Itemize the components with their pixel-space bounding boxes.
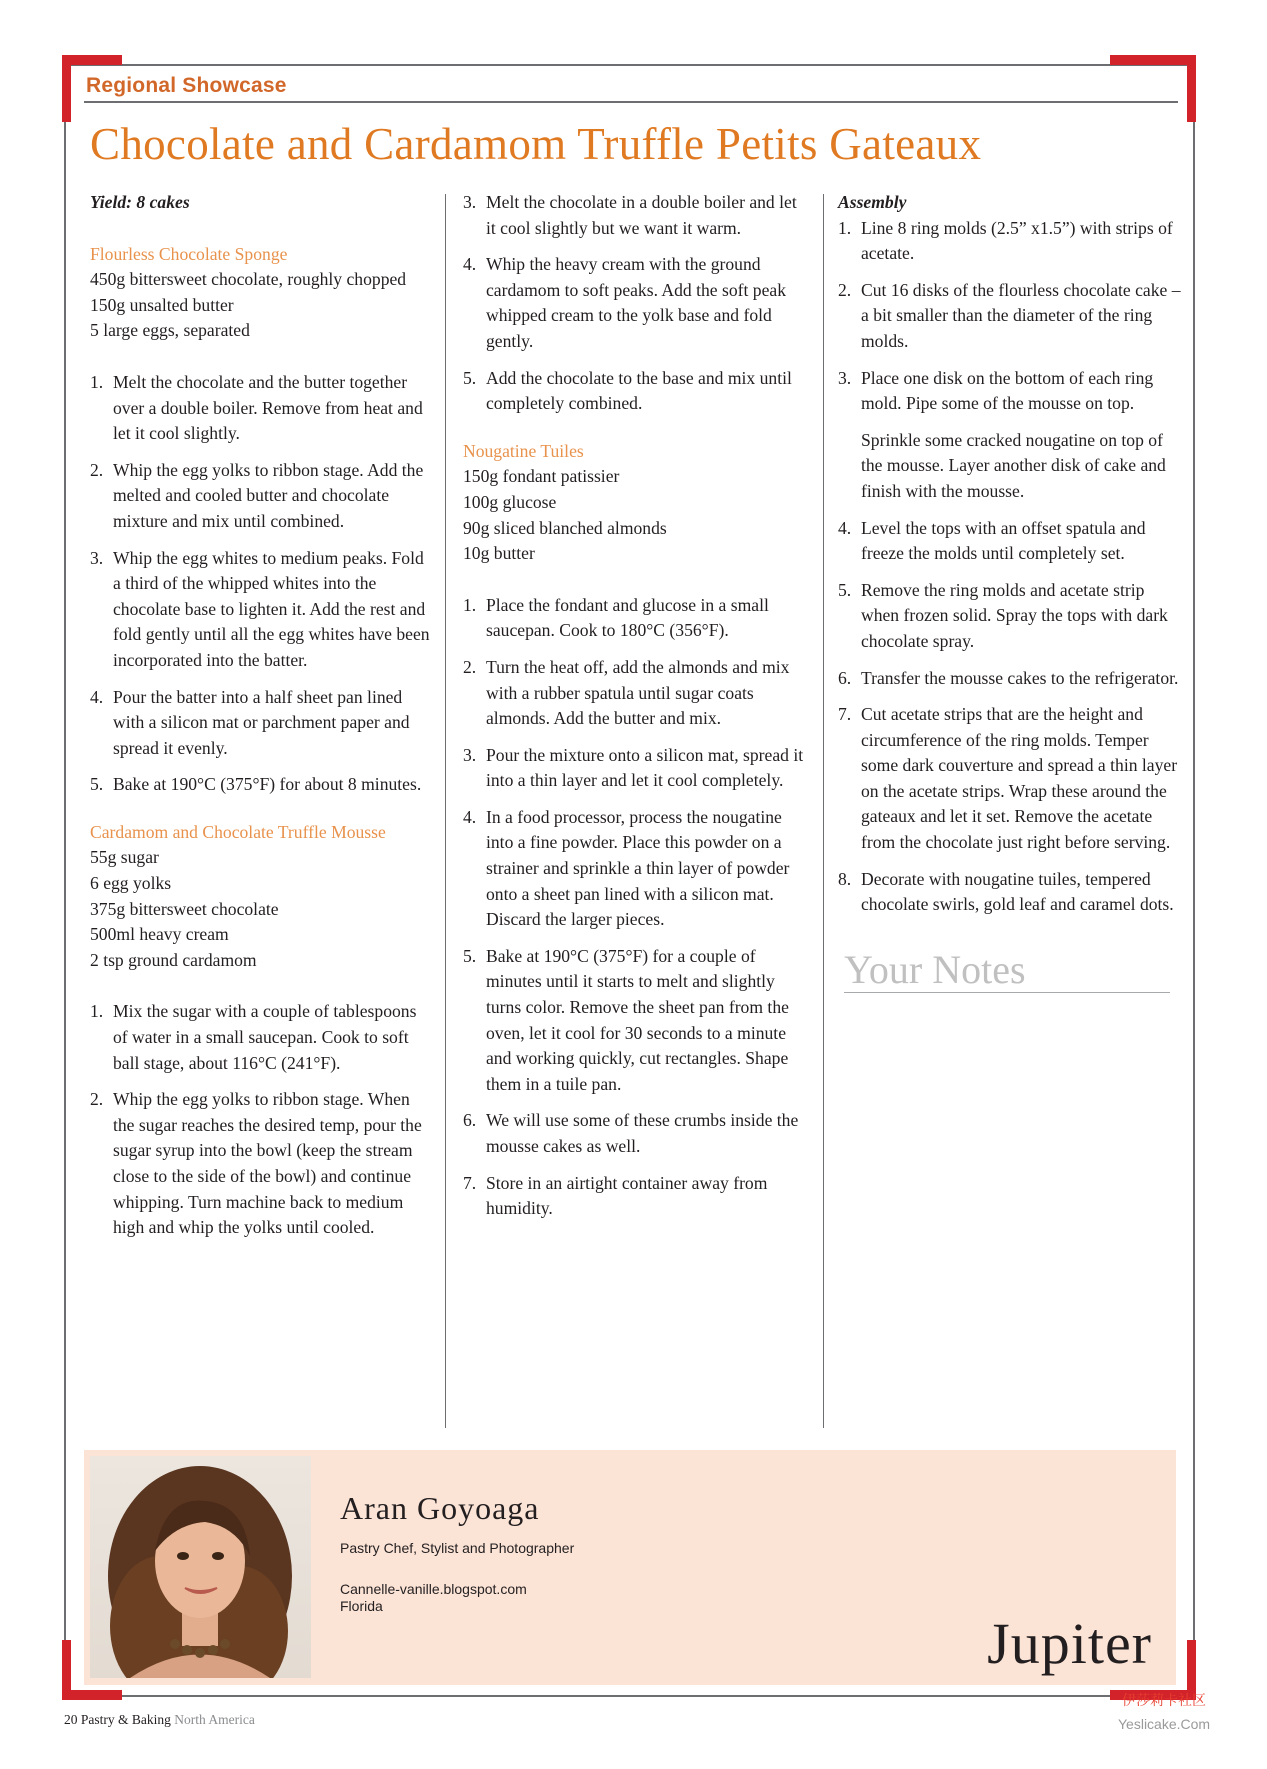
step-item: 4. Whip the heavy cream with the ground cardamom to soft peaks. Add the soft peak whipped cream to the yolk base and fold gently. — [463, 254, 786, 351]
ingredient-item: 6 egg yolks — [90, 873, 172, 894]
mousse-steps — [90, 999, 435, 1240]
yield-label: Yield: 8 cakes — [90, 192, 190, 212]
step-item: 6. Transfer the mousse cakes to the refrigerator. — [838, 667, 1179, 688]
step-text: Add the chocolate to the base and mix until completely combined. — [486, 367, 792, 414]
step-text: Cut acetate strips that are the height and circumference of the ring molds. Temper some dark couverture and spread a thin layer on the acetate strips. Wrap these around the gateaux and let it set. Remove the acetate from the chocolate just right before serving. — [861, 704, 1178, 853]
sponge-heading: Flourless Chocolate Sponge — [90, 243, 288, 264]
step-text: Melt the chocolate and the butter together over a double boiler. Remove from heat and let it cool slightly. — [113, 371, 423, 444]
step-item: 3. Pour the mixture onto a silicon mat, spread it into a thin layer and let it cool completely. — [463, 744, 804, 791]
ingredient-item: 450g bittersweet chocolate, roughly chopped — [90, 269, 407, 290]
author-role: Pastry Chef, Stylist and Photographer — [340, 1540, 575, 1556]
step-text: Cut 16 disks of the flourless chocolate cake – a bit smaller than the diameter of the ring molds. — [861, 279, 1181, 351]
assembly-steps — [838, 216, 1183, 918]
ingredient-item: 100g glucose — [463, 491, 557, 512]
ingredient-item: 5 large eggs, separated — [90, 320, 250, 341]
step-text: Turn the heat off, add the almonds and mix with a rubber spatula until sugar coats almonds. Add the butter and mix. — [486, 656, 790, 729]
column-divider-1 — [445, 194, 446, 1428]
step-text: Whip the egg yolks to ribbon stage. When the sugar reaches the desired temp, pour the sugar syrup into the bowl (keep the stream close to the side of the bowl) and continue whipping. Turn machine back to medium high and whip the yolks until cooled. — [113, 1089, 422, 1238]
ingredient-item: 150g fondant patissier — [463, 466, 620, 487]
step-item: 4. Level the tops with an offset spatula and freeze the molds until completely set. — [838, 517, 1146, 564]
page-title: Chocolate and Cardamom Truffle Petits Gateaux — [90, 119, 982, 169]
column-2 — [463, 190, 808, 1233]
sponge-ingredients — [90, 267, 435, 344]
corner-accent-top-left-h — [62, 55, 122, 65]
step-text: We will use some of these crumbs inside the mousse cakes as well. — [486, 1110, 799, 1156]
tuiles-steps — [463, 593, 808, 1222]
step-text: Decorate with nougatine tuiles, tempered chocolate swirls, gold leaf and caramel dots. — [861, 868, 1174, 915]
author-bio-box — [84, 1450, 1176, 1685]
ingredient-item: 500ml heavy cream — [90, 924, 229, 945]
step-item: 7. Cut acetate strips that are the height and circumference of the ring molds. Temper some dark couverture and spread a thin layer on the acetate strips. Wrap these around the gateaux and let it set. Remove the acetate from the chocolate just right before serving. — [838, 704, 1178, 853]
step-item: 6. We will use some of these crumbs inside the mousse cakes as well. — [463, 1110, 799, 1156]
step-text: Store in an airtight container away from humidity. — [486, 1172, 768, 1219]
step-item: 3. Whip the egg whites to medium peaks. Fold a third of the whipped whites into the chocolate base to lighten it. Add the rest and fold gently until all the egg whites have been incorporated into the batter. — [90, 547, 430, 670]
ingredient-item: 10g butter — [463, 543, 535, 564]
frame-top-line — [64, 64, 1194, 66]
step-item: 5. Bake at 190°C (375°F) for about 8 minutes. — [90, 774, 422, 795]
step-text: Place the fondant and glucose in a small saucepan. Cook to 180°C (356°F). — [486, 594, 769, 641]
tuiles-heading: Nougatine Tuiles — [463, 440, 584, 461]
ingredient-item: 150g unsalted butter — [90, 294, 234, 315]
ingredient-item: 375g bittersweet chocolate — [90, 898, 279, 919]
corner-accent-top-right-v — [1187, 55, 1196, 122]
step-text: Melt the chocolate in a double boiler and let it cool slightly but we want it warm. — [486, 192, 797, 238]
page-footer — [64, 1712, 255, 1728]
author-name: Aran Goyoaga — [340, 1490, 540, 1526]
step-text: Whip the egg whites to medium peaks. Fold a third of the whipped whites into the chocolate base to lighten it. Add the rest and fold gently until all the egg whites have been incorporated into the batter. — [113, 547, 430, 670]
ingredient-item: 55g sugar — [90, 847, 159, 868]
step-item: 4. In a food processor, process the nougatine into a fine powder. Place this powder on a strainer and sprinkle a thin layer of powder onto a sheet pan lined with a silicon mat. Discard the larger pieces. — [463, 806, 790, 930]
tuiles-ingredients — [463, 464, 808, 566]
step-item: 4. Pour the batter into a half sheet pan lined with a silicon mat or parchment paper and spread it evenly. — [90, 686, 410, 758]
step-item: 2. Cut 16 disks of the flourless chocolate cake – a bit smaller than the diameter of the ring molds. — [838, 279, 1181, 351]
step-text: Whip the heavy cream with the ground cardamom to soft peaks. Add the soft peak whipped cream to the yolk base and fold gently. — [486, 254, 786, 351]
step-text: Transfer the mousse cakes to the refrigerator. — [861, 667, 1179, 688]
step-item: 5. Add the chocolate to the base and mix until completely combined. — [463, 367, 792, 414]
step-text: Bake at 190°C (375°F) for about 8 minutes. — [113, 774, 422, 795]
step-item: 2. Turn the heat off, add the almonds and mix with a rubber spatula until sugar coats almonds. Add the butter and mix. — [463, 656, 790, 729]
step-item: 7. Store in an airtight container away from humidity. — [463, 1172, 768, 1219]
step-item: 5. Bake at 190°C (375°F) for a couple of minutes until it starts to melt and slightly turns color. Remove the sheet pan from the oven, let it cool for 30 seconds to a minute and working quickly, cut rectangles. Shape them in a tuile pan. — [463, 945, 789, 1094]
step-item: 2. Whip the egg yolks to ribbon stage. Add the melted and cooled butter and chocolate mixture and mix until combined. — [90, 459, 424, 531]
step-item: 3. Place one disk on the bottom of each ring mold. Pipe some of the mousse on top. Sprinkle some cracked nougatine on top of the mousse. Layer another disk of cake and finish with the mousse. — [838, 366, 1183, 505]
step-text: Line 8 ring molds (2.5” x1.5”) with strips of acetate. — [861, 217, 1173, 264]
step-text: In a food processor, process the nougatine into a fine powder. Place this powder on a strainer and sprinkle a thin layer of powder onto a sheet pan lined with a silicon mat. Discard the larger pieces. — [486, 806, 790, 930]
frame-bottom-line — [64, 1695, 1195, 1697]
step-item: 5. Remove the ring molds and acetate strip when frozen solid. Spray the tops with dark chocolate spray. — [838, 579, 1168, 651]
column-1 — [90, 190, 435, 1252]
step-text: Place one disk on the bottom of each ring mold. Pipe some of the mousse on top. — [861, 367, 1154, 414]
column-divider-2 — [823, 194, 824, 1428]
section-divider — [84, 101, 1178, 103]
step-item: 2. Whip the egg yolks to ribbon stage. When the sugar reaches the desired temp, pour the sugar syrup into the bowl (keep the stream close to the side of the bowl) and continue whipping. Turn machine back to medium high and whip the yolks until cooled. — [90, 1089, 422, 1238]
watermark-cn: 伊莎莉卡社区 — [1122, 1693, 1206, 1709]
author-city: Jupiter — [987, 1611, 1152, 1676]
magazine-name: Pastry & Baking — [80, 1712, 171, 1727]
step-item: 1. Mix the sugar with a couple of tablespoons of water in a small saucepan. Cook to soft ball stage, about 116°C (241°F). — [90, 1001, 417, 1073]
step-item: 8. Decorate with nougatine tuiles, tempered chocolate swirls, gold leaf and caramel dots. — [838, 868, 1174, 915]
mousse-ingredients — [90, 845, 435, 973]
corner-accent-top-right-h — [1110, 55, 1196, 65]
step-item: 1. Line 8 ring molds (2.5” x1.5”) with strips of acetate. — [838, 217, 1173, 264]
ingredient-item: 90g sliced blanched almonds — [463, 517, 667, 538]
ingredient-item: 2 tsp ground cardamom — [90, 949, 257, 970]
assembly-heading: Assembly — [838, 192, 907, 212]
page-number: 20 — [64, 1712, 78, 1727]
corner-accent-bottom-left-h — [62, 1690, 122, 1700]
step-text: Whip the egg yolks to ribbon stage. Add the melted and cooled butter and chocolate mixture and mix until combined. — [113, 459, 424, 531]
author-portrait-image — [90, 1456, 311, 1678]
step-item: 3. Melt the chocolate in a double boiler and let it cool slightly but we want it warm. — [463, 192, 797, 238]
corner-accent-top-left-v — [62, 55, 71, 122]
step-text: Level the tops with an offset spatula and freeze the molds until completely set. — [861, 517, 1146, 564]
step-text: Pour the batter into a half sheet pan lined with a silicon mat or parchment paper and spread it evenly. — [113, 686, 410, 758]
frame-left-line — [64, 64, 66, 1696]
mousse-steps-continued — [463, 190, 808, 417]
section-label: Regional Showcase — [86, 74, 287, 97]
step-text: Mix the sugar with a couple of tablespoons of water in a small saucepan. Cook to soft ball stage, about 116°C (241°F). — [113, 1001, 417, 1073]
author-state: Florida — [340, 1598, 383, 1614]
author-website: Cannelle-vanille.blogspot.com — [340, 1581, 527, 1597]
author-photo — [90, 1456, 311, 1678]
magazine-region: North America — [174, 1712, 255, 1727]
step-text: Remove the ring molds and acetate strip when frozen solid. Spray the tops with dark chocolate spray. — [861, 579, 1168, 651]
step-item: 1. Melt the chocolate and the butter together over a double boiler. Remove from heat and let it cool slightly. — [90, 371, 423, 444]
watermark-en: Yeslicake.Com — [1118, 1716, 1211, 1732]
step-text-continued: Sprinkle some cracked nougatine on top of the mousse. Layer another disk of cake and finish with the mousse. — [861, 429, 1166, 501]
mousse-heading: Cardamom and Chocolate Truffle Mousse — [90, 821, 386, 842]
sponge-steps — [90, 370, 435, 798]
column-3 — [838, 190, 1183, 993]
frame-right-line — [1193, 64, 1195, 1696]
step-text: Pour the mixture onto a silicon mat, spread it into a thin layer and let it cool completely. — [486, 744, 804, 791]
step-text: Bake at 190°C (375°F) for a couple of minutes until it starts to melt and slightly turns color. Remove the sheet pan from the oven, let it cool for 30 seconds to a minute and working quickly, cut rectangles. Shape them in a tuile pan. — [486, 945, 789, 1094]
step-item: 1. Place the fondant and glucose in a small saucepan. Cook to 180°C (356°F). — [463, 594, 769, 641]
notes-heading: Your Notes — [844, 948, 1170, 993]
